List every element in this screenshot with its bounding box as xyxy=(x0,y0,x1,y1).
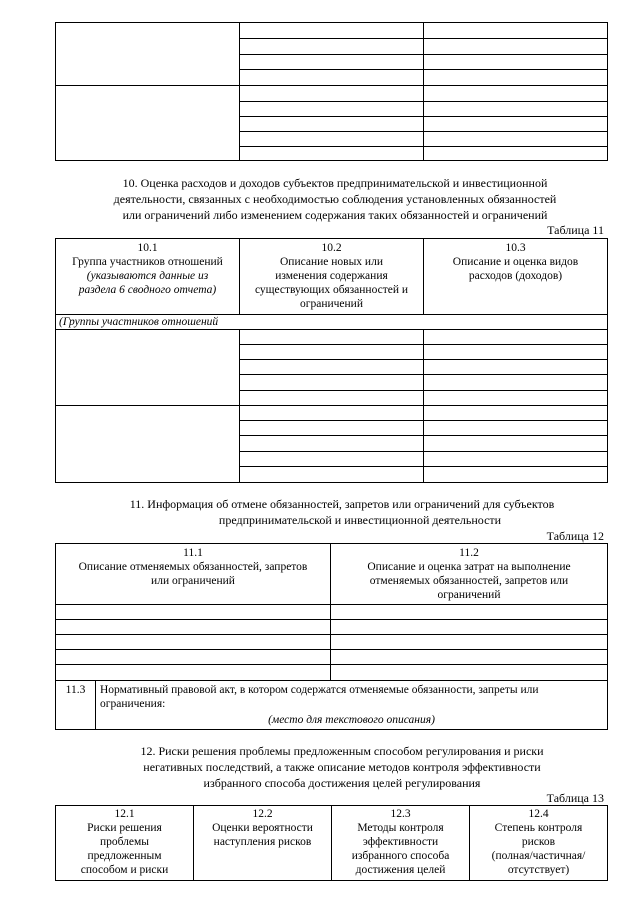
table13-col4-line4: отсутствует) xyxy=(507,864,570,876)
table11-col1-note-line1: (указываются данные из xyxy=(86,270,209,282)
table12-row-placeholder: (место для текстового описания) xyxy=(268,714,435,726)
section10-heading-line3: или ограничений либо изменением содержания таких обязанностей и ограничений xyxy=(122,208,548,222)
table13-col1-line2: проблемы xyxy=(99,836,150,848)
section12-heading-line3: избранного способа достижения целей регулирования xyxy=(203,776,481,790)
table13-col1-line3: предложенным xyxy=(87,850,162,862)
table12-col2-line3: ограничений xyxy=(437,589,501,601)
table12-col2-line2: отменяемых обязанностей, запретов или xyxy=(369,575,569,587)
table13-col3-line4: достижения целей xyxy=(355,864,446,876)
table13-col3-line3: избранного способа xyxy=(351,850,450,862)
table13-col4-line1: Степень контроля xyxy=(494,822,583,834)
table12-col1-line2: или ограничений xyxy=(151,575,235,587)
section10-heading-line1: 10. Оценка расходов и доходов субъектов предпринимательской и инвестиционной xyxy=(122,176,548,190)
table13-col4-num: 12.4 xyxy=(528,808,549,820)
section11-heading-line1: 11. Информация об отмене обязанностей, запретов или ограничений для субъектов xyxy=(129,497,555,511)
table12-row-num: 11.3 xyxy=(65,684,86,696)
table11-caption: Таблица 11 xyxy=(547,223,604,237)
table13-col2-line2: наступления рисков xyxy=(213,836,312,848)
table13-col2-num: 12.2 xyxy=(252,808,273,820)
table12-col2-line1: Описание и оценка затрат на выполнение xyxy=(367,561,571,573)
table12-col2-num: 11.2 xyxy=(459,547,479,559)
table13-col2-line1: Оценки вероятности xyxy=(212,822,313,834)
table13-col1-line4: способом и риски xyxy=(80,864,169,876)
table13-col1-line1: Риски решения xyxy=(87,822,162,834)
section11-heading-line2: предпринимательской и инвестиционной деятельности xyxy=(218,513,502,527)
table12-row-line1: Нормативный правовой акт, в котором содержатся отменяемые обязанности, запреты или xyxy=(100,684,539,696)
table13-col4-line3: (полная/частичная/ xyxy=(491,850,586,862)
table13-col3-line1: Методы контроля xyxy=(357,822,444,834)
table12-caption: Таблица 12 xyxy=(546,529,604,543)
table13-col3-num: 12.3 xyxy=(390,808,411,820)
table11-col1-note-line2: раздела 6 сводного отчета) xyxy=(78,284,217,296)
table11-col3-line1: Описание и оценка видов xyxy=(452,256,579,268)
section12-heading-line2: негативных последствий, а также описание методов контроля эффективности xyxy=(143,760,541,774)
table12-col1-line1: Описание отменяемых обязанностей, запретов xyxy=(78,561,308,573)
table11-col2-num: 10.2 xyxy=(321,242,342,254)
table12-col1-num: 11.1 xyxy=(183,547,203,559)
table11-col2-line2: изменения содержания xyxy=(275,270,388,282)
table11-col1-title: Группа участников отношений xyxy=(72,256,223,268)
table11-col2-line4: ограничений xyxy=(300,298,363,310)
table13-col1-num: 12.1 xyxy=(114,808,135,820)
table11-col1-num: 10.1 xyxy=(137,242,158,254)
table12-row-line2: ограничения: xyxy=(100,698,166,710)
section10-heading-line2: деятельности, связанных с необходимостью соблюдения установленных обязанностей xyxy=(113,192,557,206)
section12-heading-line1: 12. Риски решения проблемы предложенным способом регулирования и риски xyxy=(140,744,544,758)
table13-col3-line2: эффективности xyxy=(362,836,439,848)
table11-col3-line2: расходов (доходов) xyxy=(468,270,563,282)
table11-col2-line3: существующих обязанностей и xyxy=(254,284,409,296)
table11-col3-num: 10.3 xyxy=(505,242,526,254)
table11-group-row: (Группы участников отношений xyxy=(59,316,219,328)
table11-col2-line1: Описание новых или xyxy=(280,256,383,268)
table13-caption: Таблица 13 xyxy=(546,791,604,805)
table13-col4-line2: рисков xyxy=(521,836,556,848)
